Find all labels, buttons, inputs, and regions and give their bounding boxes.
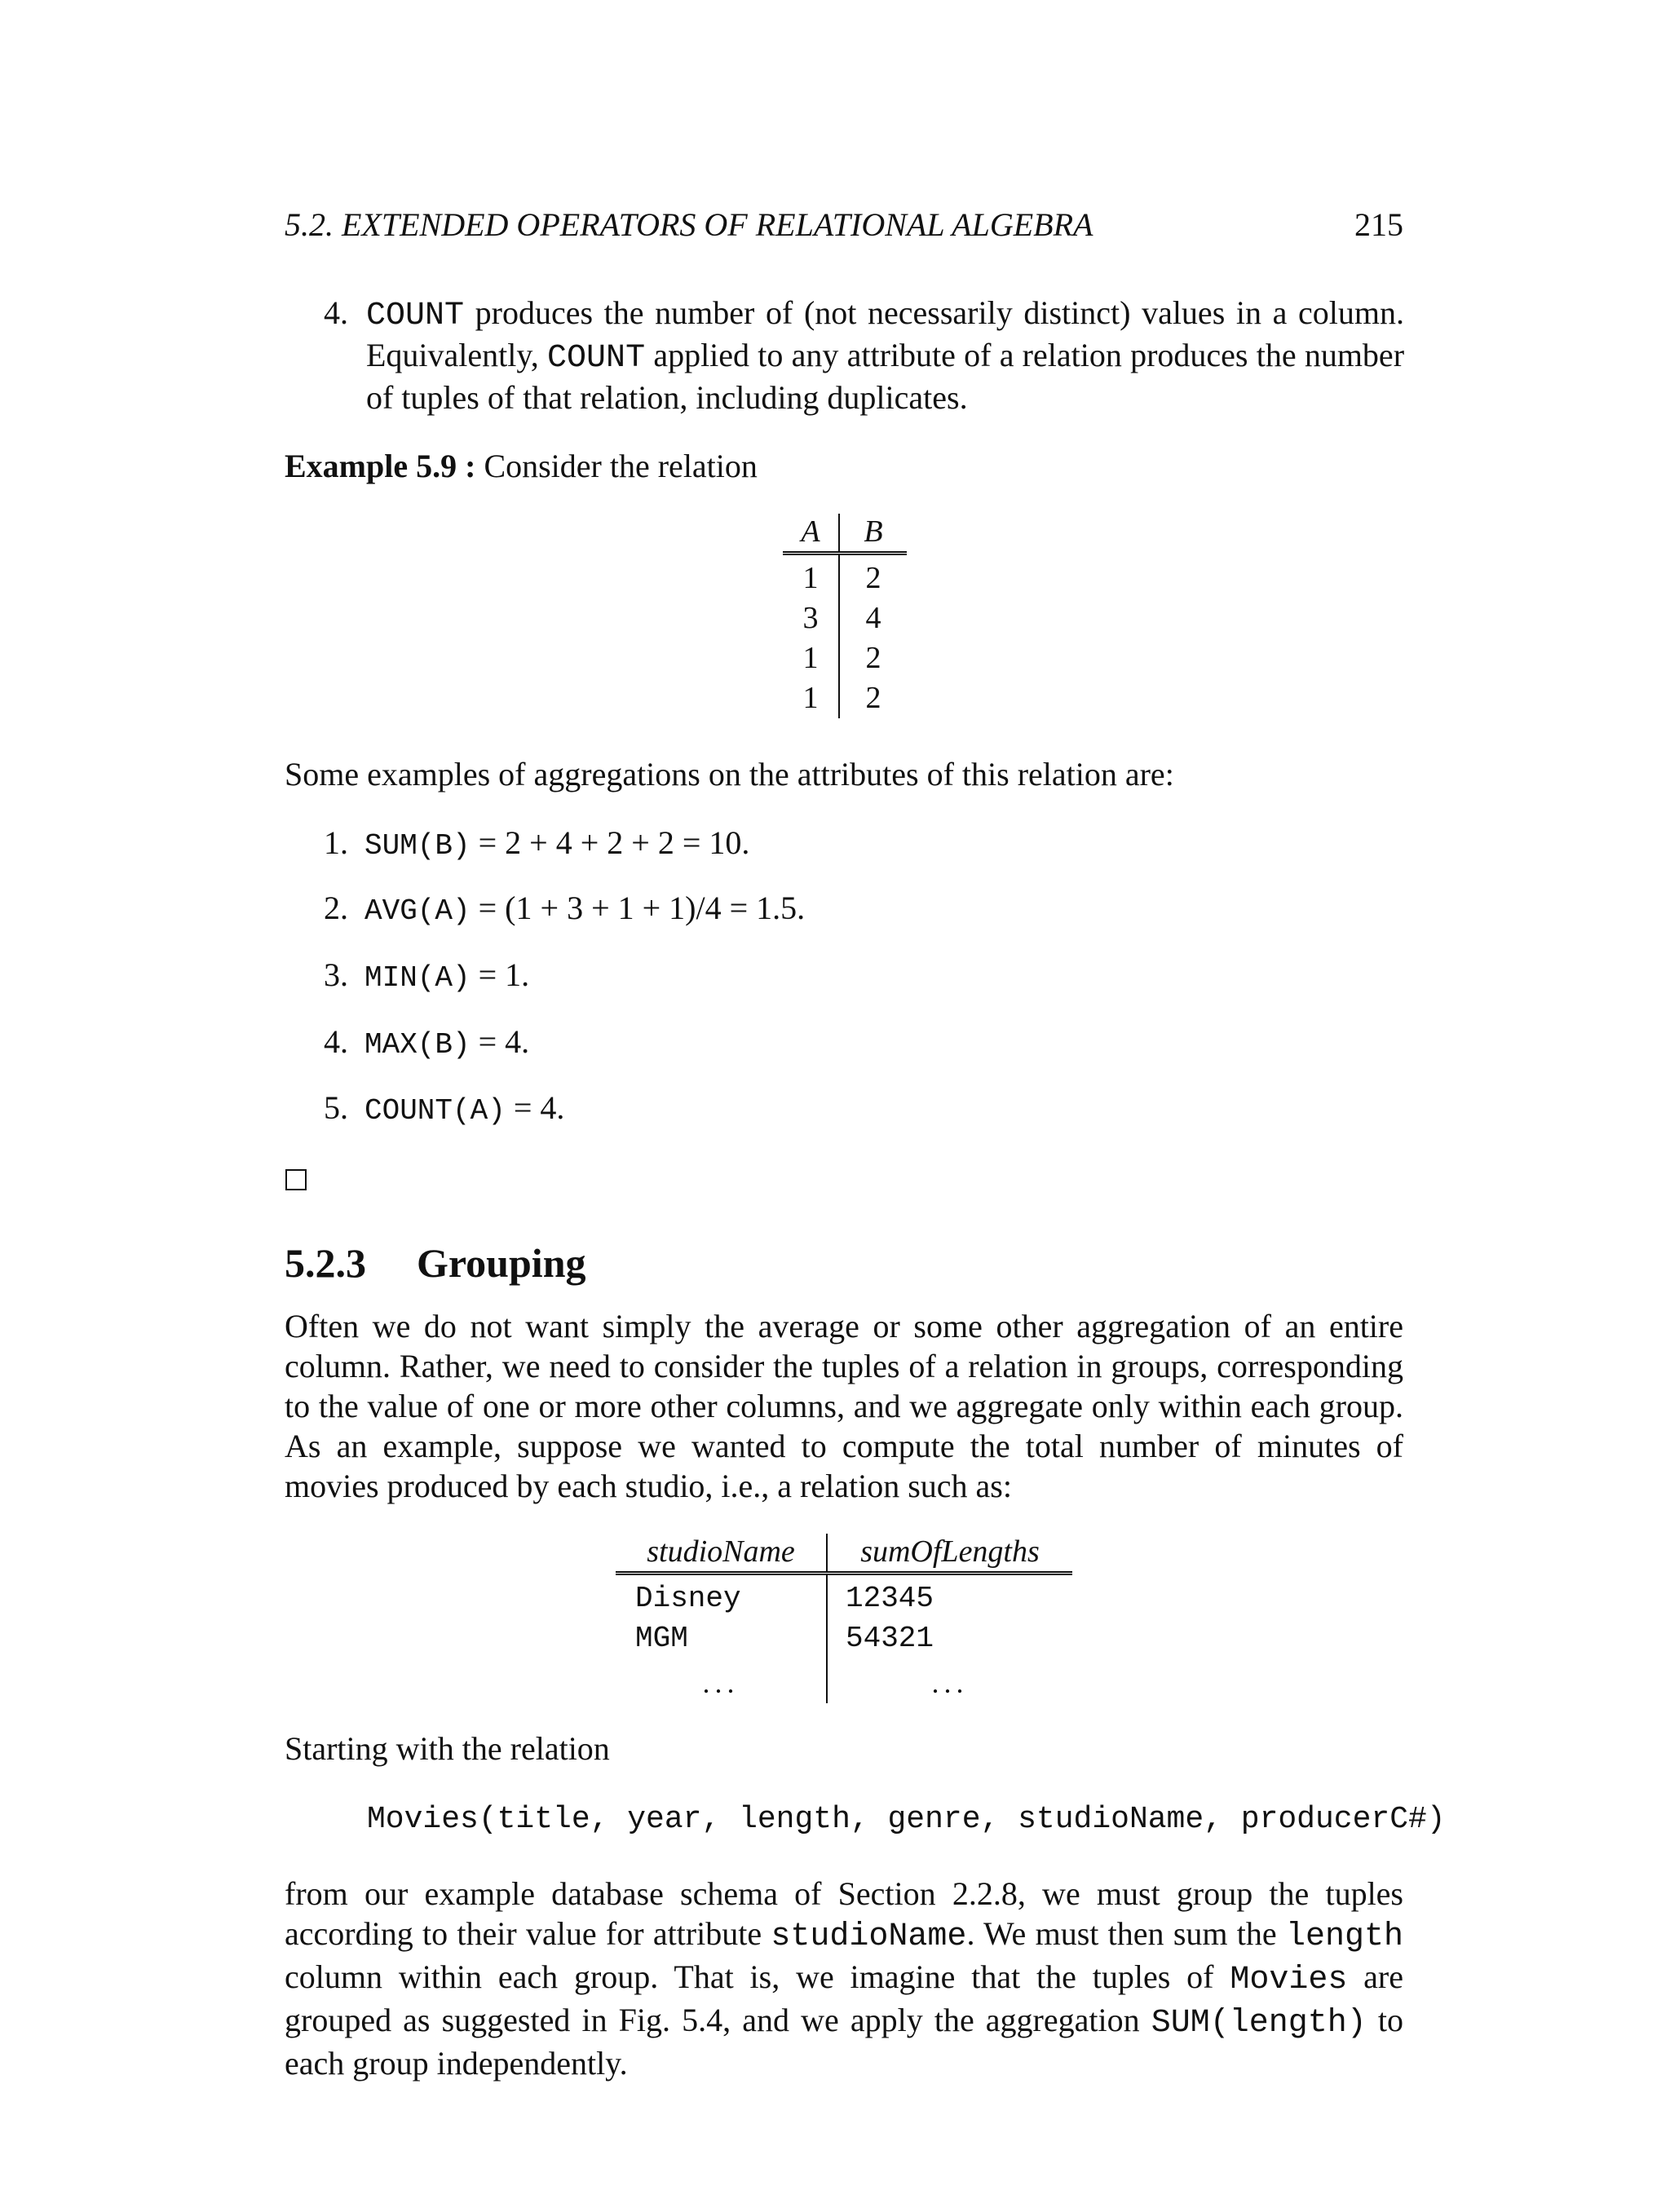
table-row: [783, 678, 907, 718]
table-cell: 2: [865, 681, 881, 715]
aggregate-function: COUNT(A): [364, 1094, 506, 1128]
list-item: [324, 1022, 529, 1062]
aggregate-expression: = 4.: [505, 1089, 565, 1126]
list-item: [324, 823, 749, 863]
table-cell: Disney: [616, 1574, 827, 1619]
page-number: 215: [1354, 206, 1403, 243]
table-cell: 1: [783, 638, 839, 678]
aggregate-expression: = 2 + 4 + 2 + 2 = 10.: [470, 824, 750, 861]
table-cell: 1: [783, 554, 839, 599]
table-row: [783, 638, 907, 678]
section-number: 5.2.3: [285, 1240, 366, 1286]
list-item: [324, 956, 529, 995]
table-cell: MGM: [616, 1618, 827, 1658]
table-cell: 1: [783, 678, 839, 718]
section-heading: [285, 1239, 586, 1287]
aggregate-expression: = 4.: [470, 1023, 530, 1060]
table-header-cell: B: [839, 514, 907, 554]
list-item-number: 5.: [324, 1089, 348, 1126]
list-item-number: 4.: [324, 1023, 348, 1060]
aggregate-function: SUM(B): [364, 829, 471, 863]
list-item: [324, 889, 805, 928]
table-cell: 2: [865, 561, 881, 595]
table-header-cell: studioName: [616, 1534, 827, 1574]
table-cell: ...: [931, 1667, 969, 1699]
table-row: [616, 1658, 1072, 1703]
table-row: [783, 598, 907, 638]
aggregate-function: MAX(B): [364, 1028, 471, 1062]
table-cell: 3: [783, 598, 839, 638]
grouping-paragraph: Often we do not want simply the average or some other aggregation of an entire column. Rather, we need to consider the tuples of a relation in groups, corresponding to the value of one or more other columns, and we aggregate only within each group. As an example, suppose we wanted to compute the total number of minutes of movies produced by each studio, i.e., a relation such as:: [285, 1308, 1403, 1504]
list-item-number: 1.: [324, 824, 348, 861]
list-item-number: 3.: [324, 956, 348, 993]
table-header-cell: A: [783, 514, 839, 554]
aggregate-function: MIN(A): [364, 961, 471, 995]
movies-schema: Movies(title, year, length, genre, studioName, producerC#): [367, 1802, 1446, 1837]
table-cell: ...: [616, 1658, 827, 1703]
table-cell: 54321: [846, 1622, 934, 1655]
example-heading: [285, 447, 758, 485]
table-cell: 12345: [846, 1582, 934, 1615]
table-row: [616, 1574, 1072, 1619]
table-row: [616, 1618, 1072, 1658]
example-intro: Consider the relation: [484, 448, 758, 484]
list-item-number: 2.: [324, 890, 348, 926]
studio-sum-table: [616, 1534, 1072, 1703]
running-head: [285, 205, 1403, 254]
aggregate-expression: = (1 + 3 + 1 + 1)/4 = 1.5.: [470, 890, 806, 926]
running-head-title: 5.2. EXTENDED OPERATORS OF RELATIONAL ALGEBRA: [285, 206, 1093, 243]
example-label: Example 5.9 :: [285, 448, 476, 484]
aggregate-function: AVG(A): [364, 894, 471, 928]
table-header-cell: sumOfLengths: [827, 1534, 1072, 1574]
section-title: Grouping: [417, 1240, 586, 1286]
starting-text: Starting with the relation: [285, 1730, 610, 1767]
table-row: [783, 554, 907, 599]
list-item-number: 4.: [324, 294, 348, 331]
final-paragraph: from our example database schema of Section 2.2.8, we must group the tuples according to their value for attribute studioName. We must then sum the length column within each group. That is, we imagine that the tuples of Movies are grouped as suggested in Fig. 5.4, and we apply the aggregation SUM(length) to each group independently.: [285, 1875, 1404, 2082]
table-cell: 4: [865, 601, 881, 635]
list-item-body: COUNT produces the number of (not necessarily distinct) values in a column. Equivalently, COUNT applied to any attribute of a relation produces the number of tuples of that relation, including duplicates.: [366, 294, 1405, 416]
list-item: [324, 1088, 564, 1128]
relation-ab-table: [783, 514, 907, 718]
table-cell: 2: [865, 641, 881, 675]
aggregate-expression: = 1.: [470, 956, 530, 993]
aggregations-intro: Some examples of aggregations on the attributes of this relation are:: [285, 756, 1174, 793]
end-of-example-square: [285, 1169, 307, 1190]
